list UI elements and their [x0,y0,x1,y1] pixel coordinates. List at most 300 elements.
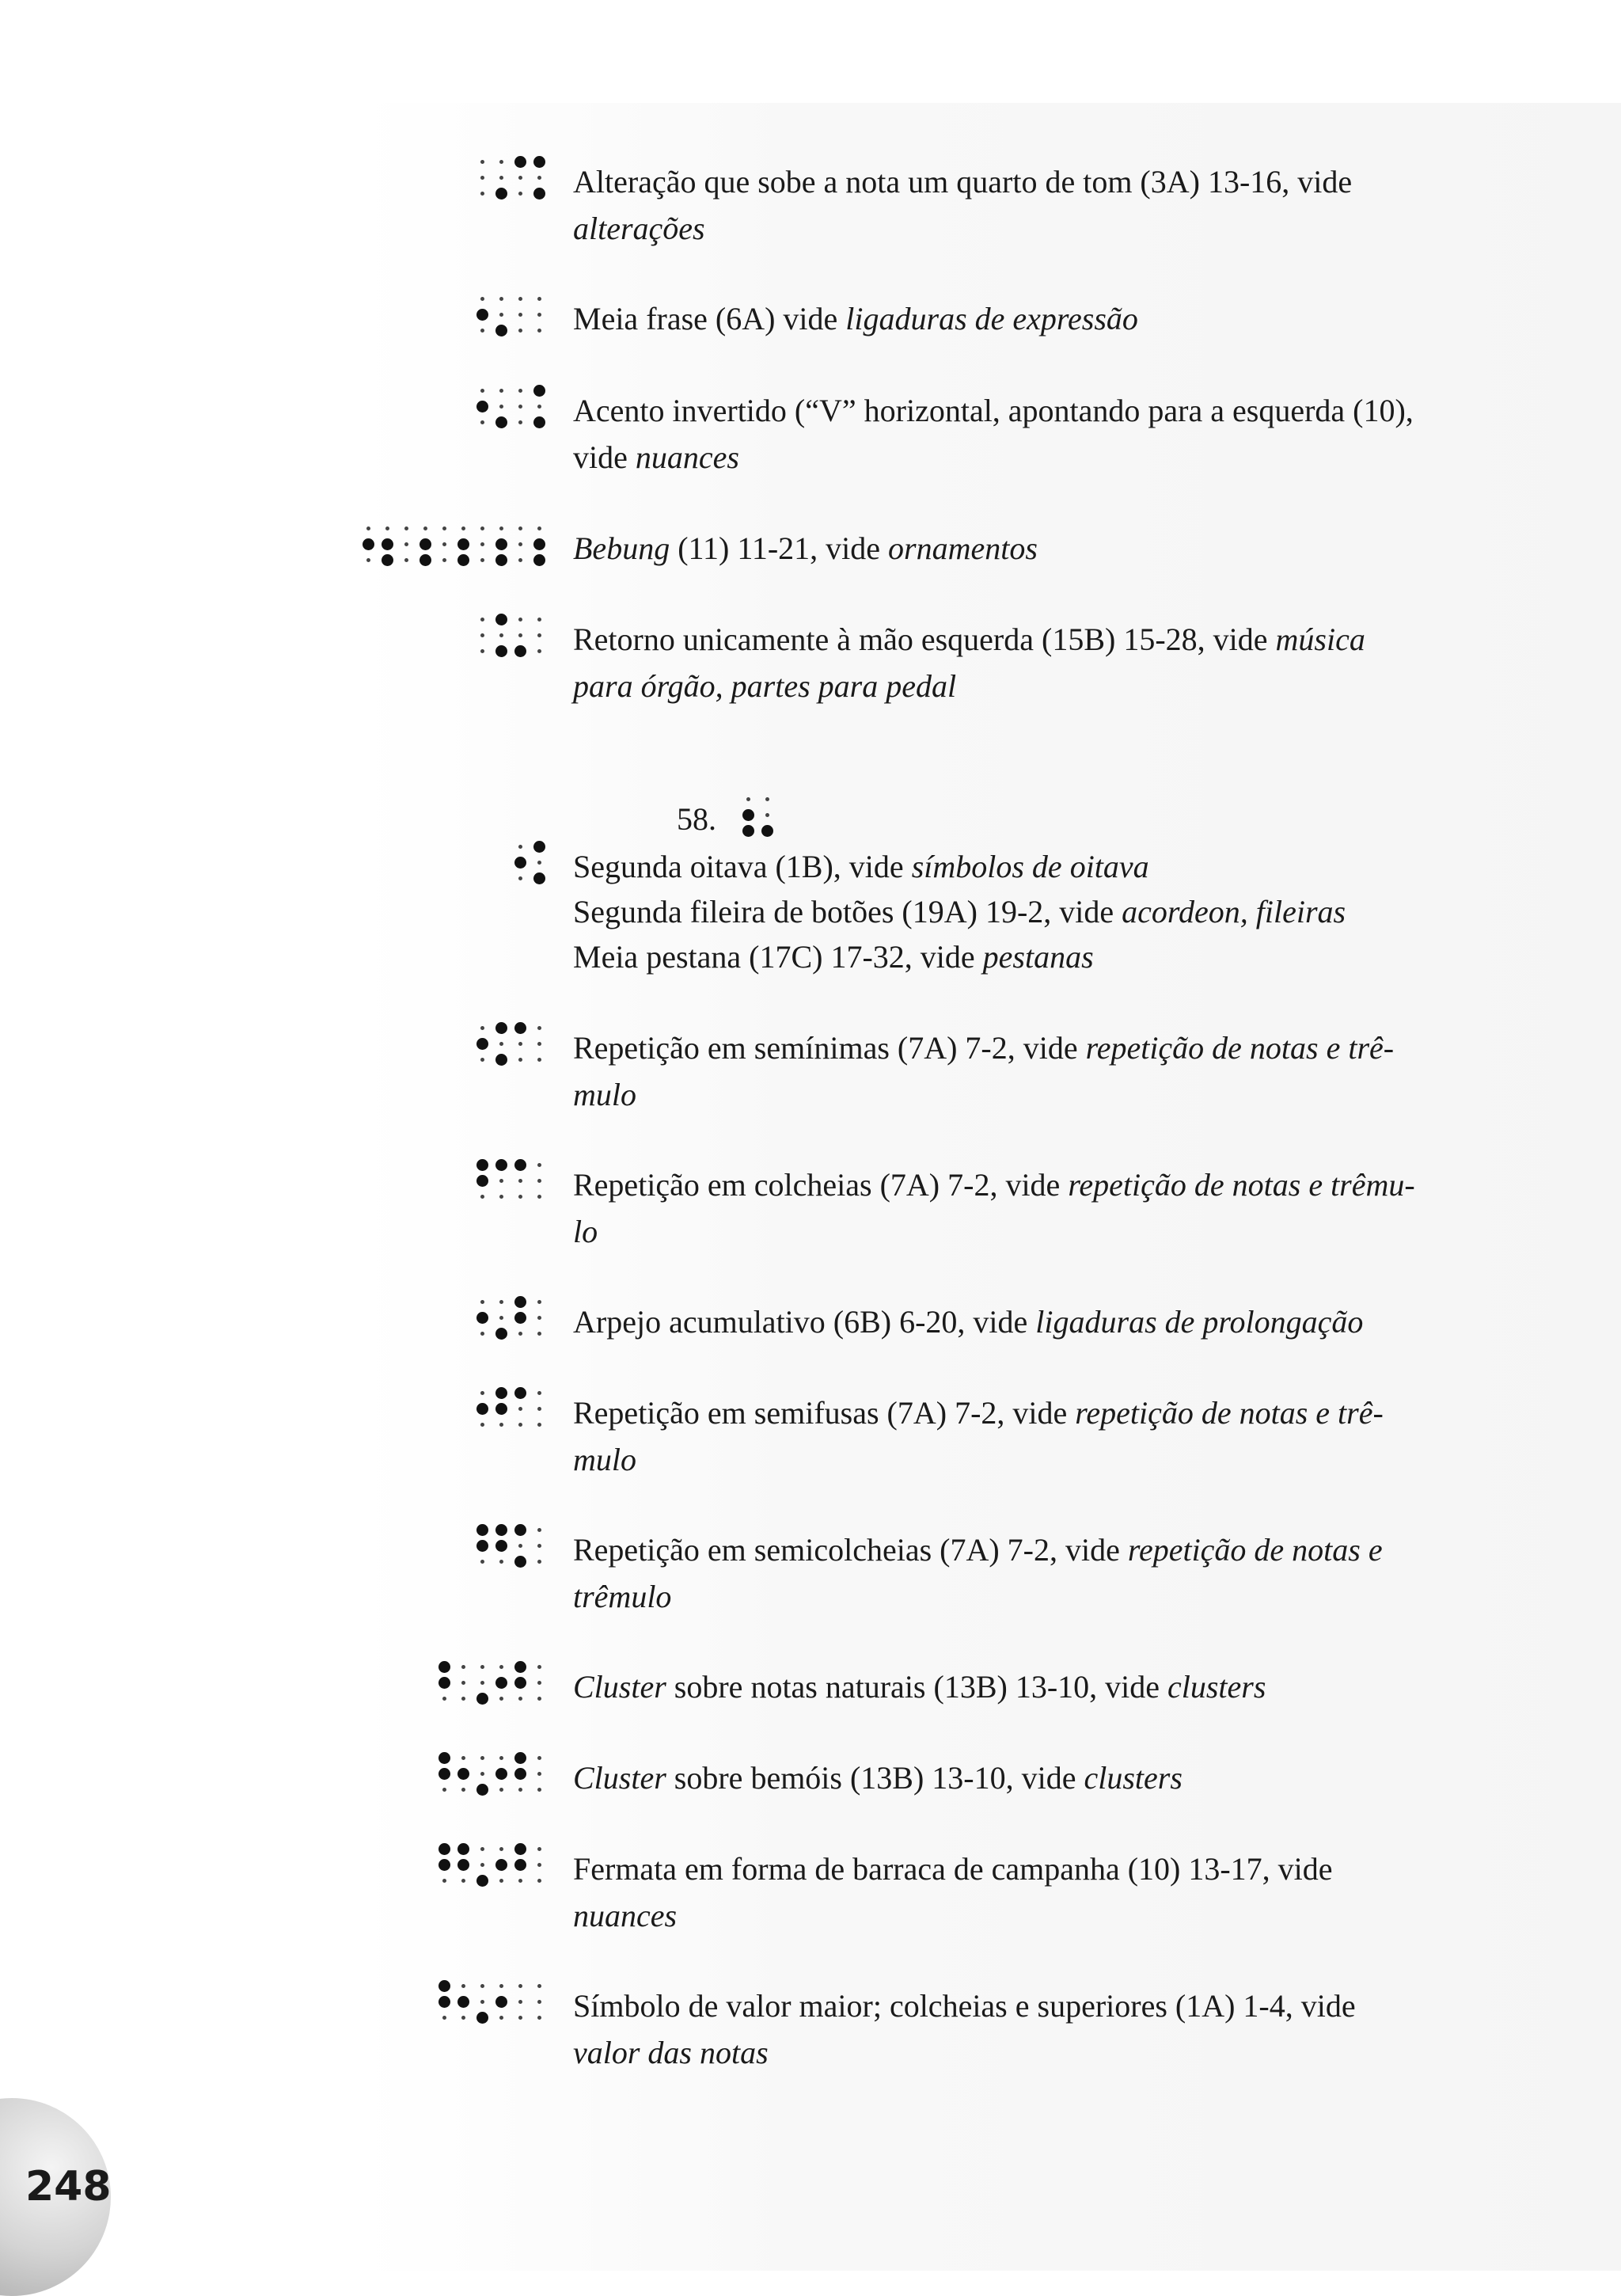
braille-symbol [473,610,541,655]
index-entry [573,1663,1420,1710]
braille-dot-raised [495,1768,507,1780]
braille-dot-flat [537,2000,541,2004]
braille-symbol [435,1840,541,1884]
entry-reference: repetição de notas e trê-mulo [573,1030,1395,1112]
braille-dot-flat [537,1665,541,1669]
braille-dot-flat [461,1756,465,1760]
index-entry [573,387,1420,481]
braille-dot-raised [382,554,393,566]
braille-cell [739,790,769,834]
entry-text: (11) 11-21, vide [670,530,889,566]
entry-text: sobre bemóis (13B) 13-10, vide [666,1760,1084,1796]
braille-dot-raised [476,1312,488,1324]
braille-dot-flat [404,542,408,546]
braille-dot-flat [518,313,522,317]
braille-dot-flat [537,1788,541,1792]
braille-dot-flat [518,876,522,880]
braille-dot-flat [537,2016,541,2020]
braille-dot-flat [480,1391,484,1395]
index-entry [573,295,1420,342]
index-entry [573,616,1420,709]
braille-dot-flat [537,1847,541,1851]
braille-dot-raised [495,645,507,657]
entry-text: Arpejo acumulativo (6B) 6-20, vide [573,1304,1036,1340]
braille-dot-flat [537,1528,541,1532]
braille-symbol [473,1293,541,1337]
braille-dot-raised [495,538,507,550]
braille-dot-flat [404,558,408,562]
braille-cell [435,1977,465,2021]
braille-dot-flat [537,633,541,637]
index-entry [573,1024,1420,1118]
braille-dot-flat [518,1042,522,1046]
braille-symbol [473,1384,541,1428]
braille-dot-flat [404,526,408,530]
braille-cell [473,290,503,334]
braille-dot-flat [537,1407,541,1411]
braille-dot-flat [518,1058,522,1062]
braille-dot-raised [742,825,754,837]
section-heading-braille [739,790,769,834]
entry-text: Segunda oitava (1B), vide [573,849,912,884]
braille-dot-flat [518,329,522,333]
braille-dot-flat [442,1879,446,1883]
braille-dot-flat [480,618,484,622]
index-entry [573,1754,1420,1801]
entry-text: sobre notas naturais (13B) 13-10, vide [666,1669,1167,1705]
entry-reference: símbolos de oitava [911,849,1149,884]
braille-dot-flat [499,2016,503,2020]
braille-dot-raised [514,1677,526,1689]
braille-dot-raised [514,1524,526,1536]
braille-cell [473,519,503,564]
braille-dot-raised [495,1524,507,1536]
braille-dot-flat [537,1179,541,1183]
braille-dot-flat [518,1423,522,1427]
braille-cell [473,382,503,426]
section-number: 58. [677,801,716,837]
entry-text: Acento invertido (“V” horizontal, apontando para a esquerda (10), vide [573,393,1414,475]
braille-dot-raised [533,156,545,168]
braille-dot-flat [499,1560,503,1564]
braille-cell [473,1521,503,1565]
braille-dot-flat [480,558,484,562]
braille-dot-flat [461,1879,465,1883]
braille-dot-flat [537,649,541,653]
braille-dot-flat [537,1423,541,1427]
braille-cell [511,1840,541,1884]
braille-dot-flat [480,1332,484,1336]
braille-dot-flat [442,542,446,546]
entry-reference: clusters [1167,1669,1266,1705]
braille-symbol [435,1977,541,2021]
braille-dot-raised [476,1524,488,1536]
braille-symbol [473,1156,541,1200]
braille-cell [511,838,541,882]
index-entry [573,888,1420,935]
braille-dot-flat [499,1316,503,1320]
braille-dot-raised [514,1022,526,1034]
index-entry [573,525,1420,572]
braille-dot-flat [480,1863,484,1867]
braille-dot-flat [518,1195,522,1199]
braille-dot-flat [480,1665,484,1669]
braille-cell [473,1156,503,1200]
braille-dot-flat [480,649,484,653]
braille-cell [473,1293,503,1337]
braille-symbol [359,519,541,564]
braille-dot-flat [537,297,541,301]
braille-dot-flat [537,1984,541,1988]
braille-dot-flat [537,1391,541,1395]
index-entry [573,933,1420,980]
braille-dot-flat [765,813,769,817]
braille-dot-raised [476,1159,488,1171]
braille-dot-flat [518,1179,522,1183]
braille-dot-flat [480,1195,484,1199]
braille-dot-raised [533,841,545,853]
braille-dot-raised [382,538,393,550]
braille-cell [511,1749,541,1793]
braille-dot-flat [518,176,522,180]
braille-dot-raised [495,1859,507,1871]
braille-dot-raised [476,1175,488,1187]
braille-dot-flat [480,160,484,164]
index-entry [573,1389,1420,1483]
braille-dot-flat [442,1697,446,1701]
braille-dot-raised [514,1752,526,1764]
index-entry [573,1298,1420,1345]
braille-dot-flat [480,1300,484,1304]
braille-symbol [473,290,541,334]
braille-dot-flat [518,1984,522,1988]
braille-symbol [473,1521,541,1565]
braille-dot-flat [518,1879,522,1883]
braille-dot-flat [480,1026,484,1030]
braille-dot-raised [476,2012,488,2024]
braille-dot-flat [499,1665,503,1669]
braille-dot-flat [537,526,541,530]
braille-dot-raised [476,1403,488,1415]
braille-dot-flat [518,1407,522,1411]
braille-dot-flat [499,405,503,409]
braille-dot-flat [461,2016,465,2020]
entry-text: Retorno unicamente à mão esquerda (15B) 15-28, vide [573,622,1276,657]
braille-dot-flat [499,1179,503,1183]
braille-dot-flat [537,1681,541,1685]
braille-dot-flat [518,2000,522,2004]
braille-cell [511,610,541,655]
braille-dot-flat [765,797,769,801]
braille-cell [511,382,541,426]
braille-dot-raised [514,645,526,657]
braille-dot-flat [480,633,484,637]
braille-cell [473,1977,503,2021]
braille-dot-flat [480,389,484,393]
braille-dot-flat [518,192,522,196]
braille-symbol [473,1019,541,1063]
braille-dot-flat [537,1332,541,1336]
braille-dot-raised [476,1875,488,1887]
braille-dot-flat [499,297,503,301]
braille-dot-flat [480,192,484,196]
braille-cell [473,1658,503,1702]
braille-cell [435,1749,465,1793]
braille-symbol [473,382,541,426]
entry-reference: ligaduras de expressão [845,301,1138,336]
braille-cell [511,1977,541,2021]
braille-cell [473,1019,503,1063]
section-heading [677,796,716,842]
braille-dot-flat [518,389,522,393]
entry-reference: pestanas [982,939,1094,975]
braille-dot-raised [419,538,431,550]
braille-dot-flat [499,176,503,180]
braille-dot-flat [499,1195,503,1199]
braille-dot-raised [438,1996,450,2008]
braille-dot-flat [461,1665,465,1669]
braille-cell [511,1658,541,1702]
braille-dot-raised [476,1693,488,1705]
entry-text: Repetição em semicolcheias (7A) 7-2, vide [573,1532,1128,1568]
braille-dot-raised [457,1768,469,1780]
braille-dot-raised [419,554,431,566]
braille-dot-flat [537,1697,541,1701]
braille-cell [511,1156,541,1200]
entry-reference: clusters [1084,1760,1183,1796]
braille-dot-raised [514,1768,526,1780]
braille-dot-flat [480,1423,484,1427]
entry-text: Símbolo de valor maior; colcheias e superiores (1A) 1-4, vide [573,1988,1356,2024]
entry-reference: repetição de notas e trê-mulo [573,1395,1384,1477]
braille-dot-raised [514,156,526,168]
braille-dot-flat [499,1756,503,1760]
braille-dot-flat [537,1316,541,1320]
braille-dot-raised [742,809,754,821]
braille-dot-flat [537,861,541,865]
braille-dot-raised [514,1296,526,1308]
braille-symbol [511,838,541,882]
braille-dot-flat [499,1788,503,1792]
entry-text: Meia frase (6A) vide [573,301,846,336]
braille-dot-flat [518,1332,522,1336]
entry-reference: alterações [573,211,705,246]
braille-dot-raised [514,1387,526,1399]
braille-dot-raised [476,1540,488,1552]
braille-dot-flat [499,1300,503,1304]
braille-dot-raised [438,1677,450,1689]
braille-dot-flat [537,1042,541,1046]
entry-text: Repetição em semifusas (7A) 7-2, vide [573,1395,1076,1431]
entry-reference: Bebung [573,530,670,566]
braille-dot-raised [514,1661,526,1673]
braille-dot-raised [457,1843,469,1855]
braille-cell [473,153,503,197]
braille-dot-flat [518,845,522,849]
braille-dot-raised [438,1859,450,1871]
braille-dot-raised [457,1859,469,1871]
braille-dot-raised [495,1022,507,1034]
braille-dot-flat [499,1697,503,1701]
braille-dot-flat [499,313,503,317]
braille-dot-raised [495,188,507,200]
braille-dot-raised [533,416,545,428]
braille-dot-flat [518,526,522,530]
braille-dot-flat [499,160,503,164]
braille-dot-raised [514,1556,526,1568]
braille-dot-flat [442,1788,446,1792]
braille-dot-flat [480,1058,484,1062]
braille-dot-flat [537,1879,541,1883]
braille-dot-flat [537,1026,541,1030]
braille-dot-flat [480,1984,484,1988]
braille-dot-flat [366,558,370,562]
braille-cell [435,1658,465,1702]
braille-dot-flat [518,633,522,637]
braille-dot-flat [480,1681,484,1685]
braille-cell [511,153,541,197]
entry-text: Repetição em semínimas (7A) 7-2, vide [573,1030,1086,1066]
index-entry [573,1982,1420,2076]
braille-dot-flat [518,2016,522,2020]
braille-symbol [435,1658,541,1702]
braille-dot-raised [514,1859,526,1871]
braille-dot-flat [442,526,446,530]
braille-dot-flat [480,1756,484,1760]
braille-dot-flat [518,1697,522,1701]
braille-dot-flat [518,297,522,301]
entry-reference: repetição de notas e trêmulo [573,1532,1383,1614]
entry-reference: repetição de notas e trêmu-lo [573,1167,1415,1249]
braille-dot-raised [495,614,507,625]
braille-dot-raised [533,538,545,550]
braille-dot-flat [480,526,484,530]
braille-dot-raised [495,1996,507,2008]
braille-dot-flat [499,1423,503,1427]
braille-dot-raised [495,1403,507,1415]
braille-dot-raised [438,1661,450,1673]
braille-cell [359,519,389,564]
braille-dot-flat [499,1042,503,1046]
braille-dot-flat [480,420,484,424]
braille-cell [397,519,427,564]
braille-dot-flat [518,1544,522,1548]
braille-dot-flat [537,1560,541,1564]
braille-dot-raised [438,1843,450,1855]
entry-text: Alteração que sobe a nota um quarto de tom (3A) 13-16, vide [573,164,1353,200]
braille-dot-raised [476,1038,488,1050]
braille-dot-raised [457,554,469,566]
braille-dot-raised [761,825,773,837]
braille-dot-flat [480,329,484,333]
braille-dot-flat [518,420,522,424]
braille-dot-raised [514,1843,526,1855]
braille-dot-flat [746,797,750,801]
braille-dot-raised [495,1159,507,1171]
braille-dot-flat [518,542,522,546]
braille-dot-flat [537,313,541,317]
braille-dot-flat [461,526,465,530]
braille-dot-flat [537,329,541,333]
braille-dot-flat [537,1544,541,1548]
braille-dot-flat [480,1772,484,1776]
braille-dot-raised [438,1980,450,1992]
entry-reference: nuances [635,439,739,475]
braille-dot-flat [499,1984,503,1988]
braille-dot-flat [537,1058,541,1062]
braille-dot-flat [518,405,522,409]
braille-dot-raised [495,416,507,428]
braille-cell [511,1384,541,1428]
braille-dot-raised [514,1312,526,1324]
braille-dot-flat [461,1788,465,1792]
braille-dot-flat [537,618,541,622]
braille-dot-raised [476,309,488,321]
braille-dot-raised [476,1784,488,1796]
braille-dot-flat [537,1772,541,1776]
braille-dot-raised [533,554,545,566]
entry-text: Fermata em forma de barraca de campanha (10) 13-17, vide [573,1851,1333,1887]
braille-dot-flat [537,1300,541,1304]
braille-dot-flat [480,297,484,301]
entry-reference: valor das notas [573,2035,769,2070]
braille-dot-raised [514,857,526,869]
braille-dot-raised [495,1387,507,1399]
braille-dot-flat [518,558,522,562]
braille-dot-raised [495,325,507,336]
braille-dot-flat [518,618,522,622]
entry-reference: música para órgão, partes para pedal [573,622,1365,704]
braille-dot-flat [537,1163,541,1167]
braille-dot-flat [499,633,503,637]
entry-reference: acordeon, fileiras [1122,894,1346,929]
braille-dot-raised [457,538,469,550]
index-entry [573,1161,1420,1255]
braille-dot-raised [363,538,374,550]
entry-reference: nuances [573,1898,678,1933]
braille-dot-flat [480,176,484,180]
braille-cell [511,290,541,334]
entry-reference: Cluster [573,1760,666,1796]
entry-text: Segunda fileira de botões (19A) 19-2, vide [573,894,1122,929]
braille-dot-flat [442,2016,446,2020]
braille-cell [511,1521,541,1565]
braille-dot-raised [495,1328,507,1340]
braille-dot-flat [499,389,503,393]
braille-cell [473,1384,503,1428]
braille-symbol [473,153,541,197]
braille-dot-flat [366,526,370,530]
braille-dot-flat [537,1756,541,1760]
entry-reference: Cluster [573,1669,666,1705]
index-entry [573,158,1420,252]
entry-reference: ligaduras de prolongação [1035,1304,1364,1340]
braille-dot-flat [423,526,427,530]
braille-cell [511,1293,541,1337]
braille-dot-flat [480,1847,484,1851]
braille-dot-raised [514,1159,526,1171]
braille-cell [473,610,503,655]
braille-dot-raised [533,385,545,397]
braille-dot-flat [480,1560,484,1564]
page-number: 248 [25,2163,112,2210]
braille-dot-flat [518,1788,522,1792]
index-entry [573,1526,1420,1620]
braille-cell [511,519,541,564]
braille-cell [473,1749,503,1793]
braille-dot-flat [537,176,541,180]
braille-dot-raised [495,554,507,566]
